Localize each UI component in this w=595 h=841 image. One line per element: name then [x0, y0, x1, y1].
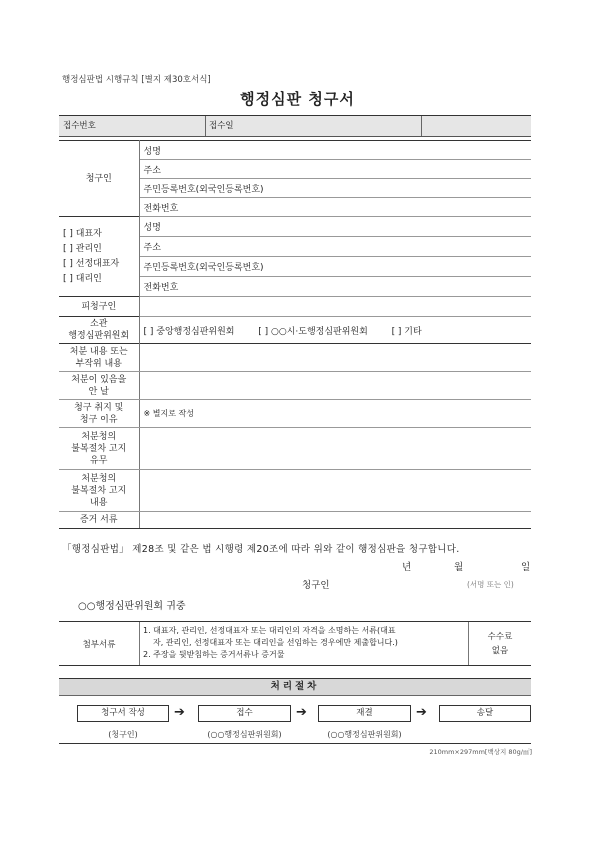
checkbox-provincial-committee[interactable]: [ ] ○○시·도행정심판위원회: [258, 326, 368, 337]
label-line: 청구 취지 및: [74, 402, 124, 413]
fee-value: 없음: [491, 645, 509, 656]
representative-phone-field[interactable]: 전화번호: [139, 277, 531, 297]
label-line: 부작위 내용: [75, 358, 122, 369]
evidence-field[interactable]: [139, 512, 531, 529]
signature-note: (서명 또는 인): [467, 580, 514, 589]
arrow-right-icon: ➔: [174, 705, 185, 720]
representative-address-field[interactable]: 주소: [139, 237, 531, 257]
step-delivery: 송달: [439, 705, 531, 722]
claimant-name-field[interactable]: 성명: [139, 141, 531, 160]
form-reference: 행정심판법 시행규칙 [별지 제30호서식]: [62, 75, 211, 85]
receipt-row: [59, 115, 531, 137]
addressee: ○○행정심판위원회 귀중: [78, 601, 186, 612]
checkbox-other-committee[interactable]: [ ] 기타: [391, 326, 422, 337]
fee-label: 수수료: [487, 631, 513, 642]
respondent-label: 피청구인: [59, 297, 139, 317]
committee-label-line2: 행정심판위원회: [68, 331, 130, 341]
attachment-item-1: 1. 대표자, 관리인, 선정대표자 또는 대리인의 자격을 소명하는 서류(대표: [143, 626, 396, 635]
application-table: [59, 140, 531, 529]
date-month: 월: [454, 562, 464, 573]
attachment-item-1-cont: 자, 관리인, 선정대표자 또는 대리인을 선임하는 경우에만 제출합니다.): [153, 638, 398, 647]
claimant-label: 청구인: [59, 141, 139, 217]
date-year: 년: [402, 562, 412, 573]
label-line: 처분청의: [81, 473, 117, 484]
representative-id-field[interactable]: 주민등록번호(외국인등록번호): [139, 257, 531, 277]
signature-claimant-label: 청구인: [302, 580, 330, 591]
label-line: 불복절차 고지: [71, 485, 127, 496]
checkbox-central-committee[interactable]: [ ] 중앙행정심판위원회: [143, 326, 235, 337]
arrow-right-icon: ➔: [296, 705, 307, 720]
label-line: 처분 내용 또는: [69, 346, 128, 357]
notice-given-label: [59, 428, 139, 470]
label-line: 유무: [90, 455, 108, 466]
notice-given-field[interactable]: [139, 428, 531, 470]
step-receipt: 접수: [198, 705, 291, 722]
committee-options: [139, 317, 531, 344]
page-title: 행정심판 청구서: [240, 90, 355, 108]
step-write-application: 청구서 작성: [77, 705, 169, 722]
label-line: 내용: [90, 497, 108, 508]
fee-cell: [469, 622, 531, 665]
label-line: 안 날: [88, 386, 109, 397]
procedure-title: 처리절차: [59, 678, 531, 696]
disposition-content-label: [59, 344, 139, 372]
respondent-field[interactable]: [139, 297, 531, 317]
procedure-flow: [59, 696, 531, 744]
notice-content-label: [59, 470, 139, 512]
step3-actor: (○○행정심판위원회): [327, 730, 402, 739]
attachments-table: [59, 621, 531, 666]
label-line: 처분이 있음을: [71, 374, 127, 385]
label-line: 불복절차 고지: [71, 443, 127, 454]
paper-spec: 210mm×297mm[백상지 80g/㎡]: [429, 748, 532, 756]
checkbox-manager[interactable]: [ ] 관리인: [63, 243, 102, 254]
step1-actor: (청구인): [108, 730, 138, 739]
attachments-label: 첨부서류: [59, 622, 140, 665]
representative-name-field[interactable]: 성명: [139, 217, 531, 237]
purpose-field[interactable]: ※ 별지로 작성: [139, 400, 531, 428]
arrow-right-icon: ➔: [416, 705, 427, 720]
committee-label-line1: 소관: [90, 319, 108, 329]
step-decision: 재결: [318, 705, 411, 722]
knew-date-label: [59, 372, 139, 400]
label-line: 처분청의: [81, 431, 117, 442]
purpose-label: [59, 400, 139, 428]
disposition-content-field[interactable]: [139, 344, 531, 372]
date-day: 일: [521, 562, 531, 573]
label-line: 청구 이유: [79, 414, 118, 425]
checkbox-selected-representative[interactable]: [ ] 선정대표자: [63, 258, 120, 269]
checkbox-representative[interactable]: [ ] 대표자: [63, 228, 102, 239]
claimant-address-field[interactable]: 주소: [139, 160, 531, 179]
knew-date-field[interactable]: [139, 372, 531, 400]
checkbox-agent[interactable]: [ ] 대리인: [63, 273, 102, 284]
notice-content-field[interactable]: [139, 470, 531, 512]
step2-actor: (○○행정심판위원회): [207, 730, 282, 739]
receipt-date-label: 접수일: [209, 121, 234, 131]
claimant-phone-field[interactable]: 전화번호: [139, 198, 531, 217]
declaration-text: 「행정심판법」 제28조 및 같은 법 시행령 제20조에 따라 위와 같이 행정심판을 청구합니다.: [62, 544, 460, 555]
attachment-item-2: 2. 주장을 뒷받침하는 증거서류나 증거물: [143, 650, 285, 659]
evidence-label: 증거 서류: [59, 512, 139, 529]
representative-options: [59, 217, 139, 297]
attachments-list: [139, 622, 469, 665]
receipt-number-label: 접수번호: [63, 121, 96, 131]
claimant-id-field[interactable]: 주민등록번호(외국인등록번호): [139, 179, 531, 198]
committee-label: [59, 317, 139, 344]
